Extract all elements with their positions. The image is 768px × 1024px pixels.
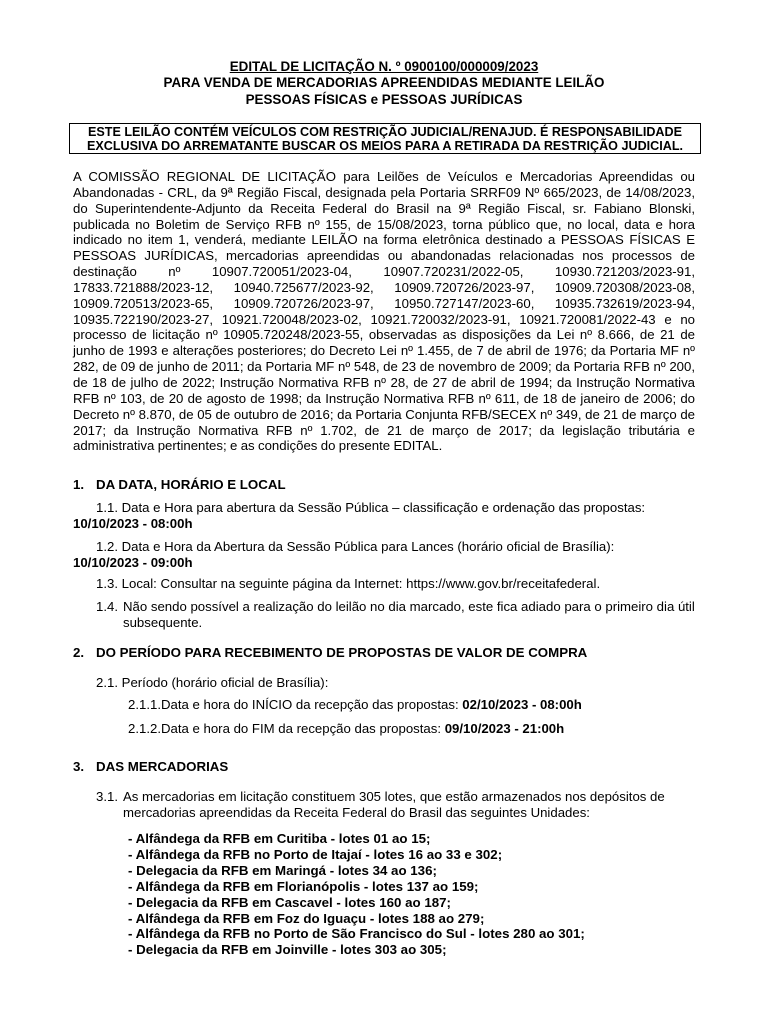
list-item: - Delegacia da RFB em Maringá - lotes 34 ao 136; bbox=[128, 862, 437, 878]
notice-line-1: ESTE LEILÃO CONTÉM VEÍCULOS COM RESTRIÇÃO JUDICIAL/RENAJUD. É RESPONSABILIDADE bbox=[87, 125, 683, 139]
intro-paragraph: A COMISSÃO REGIONAL DE LICITAÇÃO para Leilões de Veículos e Mercadorias Apreendidas ou Abandonadas - CRL, da 9ª Região Fiscal, designada pela Portaria SRRF09 Nº 665/2023, de 14/08/2023, do Superintendente-Adjunto da Receita Federal do Brasil na 9ª Região Fiscal, sr. Fabiano Blonski, publicada no Boletim de Serviço RFB nº 155, de 15/08/2023, torna público que, no local, data e hora indicado no item 1, venderá, mediante LEILÃO na forma eletrônica destinado a PESSOAS FÍSICAS E PESSOAS JURÍDICAS, mercadorias apreendidas ou abandonadas relacionadas nos processos de destinação nº 10907.720051/2023-04, 10907.720231/2022-05, 10930.721203/2023-91, 17833.721888/2023-12, 10940.725677/2023-92, 10909.720726/2023-97, 10909.720308/2023-08, 10909.720513/2023-65, 10909.720726/2023-97, 10950.727147/2023-60, 10935.732619/2023-94, 10935.722190/2023-27, 10921.720048/2023-02, 10921.720032/2023-91, 10921.720081/2022-43 e no processo de licitação nº 10905.720248/2023-55, observadas as disposições da Lei nº 8.666, de 21 de junho de 1993 e alterações posteriores; do Decreto Lei nº 1.455, de 7 de abril de 1976; da Portaria MF nº 282, de 09 de junho de 2011; da Portaria MF nº 548, de 23 de novembro de 2009; da Portaria RFB nº 200, de 18 de julho de 2022; Instrução Normativa RFB nº 28, de 27 de abril de 1994; da Instrução Normativa RFB nº 103, de 20 de agosto de 1998; da Instrução Normativa RFB nº 611, de 18 de janeiro de 2006; do Decreto nº 8.870, de 05 de outubro de 2016; da Portaria Conjunta RFB/SECEX nº 349, de 21 de março de 2017; da Instrução Normativa RFB nº 1.702, de 21 de março de 2017; da legislação tributária e administrativa pertinentes; e as condições do presente EDITAL. bbox=[73, 169, 695, 454]
item-number: 3.1. bbox=[96, 789, 118, 804]
document-title: EDITAL DE LICITAÇÃO N. º 0900100/000009/2023 bbox=[229, 59, 539, 74]
list-item: - Delegacia da RFB em Joinville - lotes 303 ao 305; bbox=[128, 942, 447, 958]
item-1-3-text: 1.3. Local: Consultar na seguinte página da Internet: https://www.gov.br/receitafederal. bbox=[96, 576, 601, 591]
item-text: 2.1.1.Data e hora do INÍCIO da recepção das propostas: bbox=[128, 697, 463, 712]
item-2-1-2 bbox=[128, 721, 564, 737]
item-number: 1.4. bbox=[96, 599, 118, 614]
item-text: 2.1.2.Data e hora do FIM da recepção das propostas: bbox=[128, 721, 445, 736]
list-item: - Alfândega da RFB em Curitiba - lotes 01 ao 15; bbox=[128, 831, 431, 846]
item-value: 09/10/2023 - 21:00h bbox=[444, 721, 565, 736]
section-title: DAS MERCADORIAS bbox=[96, 759, 229, 774]
item-1-2-text: 1.2. Data e Hora da Abertura da Sessão Pública para Lances (horário oficial de Brasília): bbox=[96, 539, 615, 554]
item-1-4 bbox=[96, 599, 700, 631]
section-number: 3. bbox=[73, 759, 85, 774]
section-3-heading bbox=[73, 759, 228, 775]
item-text: As mercadorias em licitação constituem 305 lotes, que estão armazenados nos depósitos de mercadorias apreendidas da Receita Federal do Brasil das seguintes Unidades: bbox=[123, 789, 665, 820]
item-1-1-value: 10/10/2023 - 08:00h bbox=[73, 516, 193, 531]
section-title: DO PERÍODO PARA RECEBIMENTO DE PROPOSTAS DE VALOR DE COMPRA bbox=[96, 645, 588, 660]
restriction-notice-box bbox=[69, 123, 701, 154]
section-title: DA DATA, HORÁRIO E LOCAL bbox=[96, 477, 286, 492]
notice-line-2: EXCLUSIVA DO ARREMATANTE BUSCAR OS MEIOS PARA A RETIRADA DA RESTRIÇÃO JUDICIAL. bbox=[86, 139, 684, 153]
list-item: - Alfândega da RFB em Foz do Iguaçu - lotes 188 ao 279; bbox=[128, 910, 485, 926]
storage-units-list bbox=[128, 831, 585, 958]
list-item: - Alfândega da RFB no Porto de São Francisco do Sul - lotes 280 ao 301; bbox=[128, 926, 585, 942]
item-2-1-1 bbox=[128, 697, 582, 713]
section-2-heading bbox=[73, 645, 587, 661]
section-number: 2. bbox=[73, 645, 85, 660]
section-1-heading bbox=[73, 477, 286, 493]
section-number: 1. bbox=[73, 477, 85, 492]
document-subtitle: PARA VENDA DE MERCADORIAS APREENDIDAS MEDIANTE LEILÃO bbox=[163, 75, 605, 90]
list-item: - Alfândega da RFB em Florianópolis - lotes 137 ao 159; bbox=[128, 878, 479, 894]
document-audience: PESSOAS FÍSICAS e PESSOAS JURÍDICAS bbox=[245, 92, 523, 107]
item-1-2-value: 10/10/2023 - 09:00h bbox=[73, 555, 193, 570]
item-2-1-text: 2.1. Período (horário oficial de Brasília): bbox=[96, 675, 329, 690]
item-3-1 bbox=[96, 789, 700, 821]
item-1-1-text: 1.1. Data e Hora para abertura da Sessão Pública – classificação e ordenação das propostas: bbox=[96, 500, 646, 515]
list-item: - Delegacia da RFB em Cascavel - lotes 160 ao 187; bbox=[128, 894, 451, 910]
item-value: 02/10/2023 - 08:00h bbox=[462, 697, 582, 712]
list-item: - Alfândega da RFB no Porto de Itajaí - lotes 16 ao 33 e 302; bbox=[128, 846, 503, 862]
item-text: Não sendo possível a realização do leilão no dia marcado, este fica adiado para o primeiro dia útil subsequente. bbox=[123, 599, 695, 630]
